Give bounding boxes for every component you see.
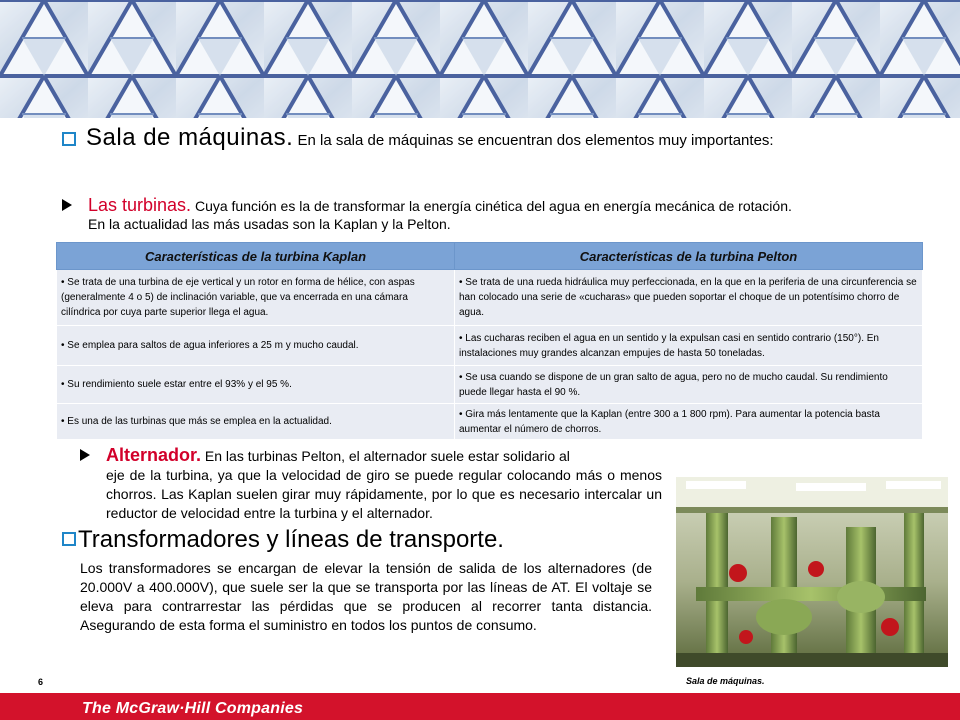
square-bullet-icon (62, 532, 76, 546)
turbinas-paragraph (62, 196, 912, 233)
section-transformadores (62, 526, 504, 554)
triangle-bullet-icon (62, 199, 72, 211)
page-number: 6 (38, 677, 44, 687)
pelton-cell: • Se usa cuando se dispone de un gran salto de agua, pero no de mucho caudal. Su rendimiento puede llegar hasta el 90 %. (455, 366, 923, 404)
kaplan-cell: • Es una de las turbinas que más se emplea en la actualidad. (57, 404, 455, 440)
kaplan-cell: • Se trata de una turbina de eje vertical y un rotor en forma de hélice, con aspas (generalmente 4 o 5) de inclinación variable, que va encerrada en una cámara cilíndrica por cuya parte superior llega el agua. (57, 270, 455, 326)
table-row (57, 366, 923, 404)
sala-maquinas-text: En la sala de máquinas se encuentran dos elementos muy importantes: (297, 132, 774, 149)
pelton-cell: • Gira más lentamente que la Kaplan (entre 300 a 1 800 rpm). Para aumentar la potencia basta aumentar el número de chorros. (455, 404, 923, 440)
turbinas-line2: En la actualidad las más usadas son la Kaplan y la Pelton. (88, 216, 451, 232)
alternador-line1: En las turbinas Pelton, el alternador suele estar solidario al (204, 448, 570, 464)
table-row (57, 270, 923, 326)
transformadores-title: Transformadores y líneas de transporte. (78, 526, 504, 553)
sala-maquinas-title: Sala de máquinas. (86, 124, 294, 151)
alternador-rest: eje de la turbina, ya que la velocidad de giro se puede regular colocando más o menos chorros. Las Kaplan suelen girar muy rápidamente, por lo que es necesario intercalar un reductor de velocidad entre la turbina y el alternador. (106, 467, 662, 521)
kaplan-cell: • Su rendimiento suele estar entre el 93% y el 95 %. (57, 366, 455, 404)
photo-caption: Sala de máquinas. (686, 676, 765, 686)
alternador-title: Alternador. (106, 445, 202, 465)
table-row (57, 404, 923, 440)
section-sala-maquinas (62, 126, 905, 153)
square-bullet-icon (62, 132, 76, 146)
banner-pattern (0, 0, 960, 118)
pelton-cell: • Las cucharas reciben el agua en un sentido y la expulsan casi en sentido contrario (150°). En instalaciones muy grandes alcanzan empujes de hasta 50 toneladas. (455, 326, 923, 366)
kaplan-header: Características de la turbina Kaplan (57, 243, 455, 270)
pelton-header: Características de la turbina Pelton (455, 243, 923, 270)
transformadores-paragraph: Los transformadores se encargan de elevar la tensión de salida de los alternadores (de 20.000V a 400.000V), que suele ser la que se transporta por las líneas de AT. El voltaje se eleva para contrarrestar las pérdidas que se producen al recorrer tanta distancia. Asegurando de esta forma el suministro en todos los puntos de consumo. (80, 560, 652, 633)
engine-room-photo (676, 477, 948, 667)
turbinas-line1: Cuya función es la de transformar la energía cinética del agua en energía mecánica de rotación. (194, 198, 792, 214)
publisher-logo: The McGraw·Hill Companies (82, 700, 304, 717)
pelton-cell: • Se trata de una rueda hidráulica muy perfeccionada, en la que en la periferia de una circunferencia se han colocado una serie de «cucharas» que pueden soportar el choque de un potentísimo chorro de agua. (455, 270, 923, 326)
kaplan-cell: • Se emplea para saltos de agua inferiores a 25 m y mucho caudal. (57, 326, 455, 366)
table-row (57, 326, 923, 366)
header-banner (0, 0, 960, 118)
turbinas-title: Las turbinas. (88, 195, 192, 215)
table-header-row (57, 243, 923, 270)
turbine-comparison-table (56, 242, 923, 440)
triangle-bullet-icon (80, 449, 90, 461)
alternador-paragraph (80, 446, 662, 523)
